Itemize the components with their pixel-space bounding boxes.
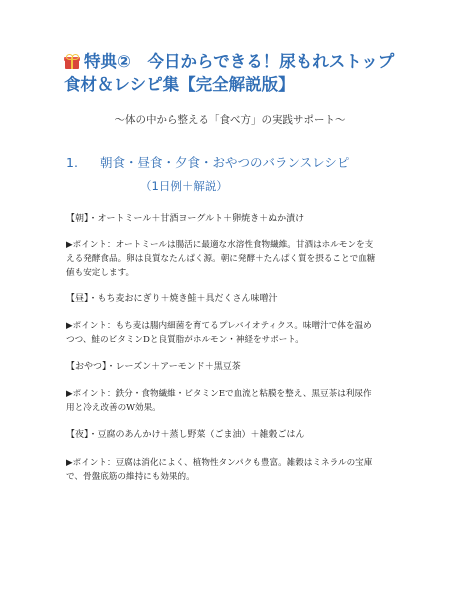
meal-menu: ・レーズン＋アーモンド＋黒豆茶: [106, 362, 241, 372]
meal-label: 【夜】: [66, 430, 89, 440]
document-title: [64, 50, 404, 96]
title-line-2: 食材＆レシピ集【完全解説版】: [64, 75, 295, 94]
point-line: 用と冷え改善のW効果。: [66, 403, 161, 413]
point-dinner: [66, 456, 396, 484]
meal-menu: ・もち麦おにぎり＋焼き鮭＋具だくさん味噌汁: [88, 294, 278, 304]
section-heading-text: 朝食・昼食・夕食・おやつのバランスレシピ: [100, 155, 350, 170]
subtitle: 〜体の中から整える「食べ方」の実践サポート〜: [114, 114, 346, 126]
section-number: 1.: [66, 155, 78, 170]
meal-label: 【朝】: [66, 214, 89, 224]
meal-dinner: [66, 427, 305, 440]
section-subheading: （1日例＋解説）: [140, 179, 228, 193]
meal-menu: ・豆腐のあんかけ＋蒸し野菜（ごま油）＋雑穀ごはん: [88, 430, 305, 440]
meal-lunch: [66, 291, 278, 304]
point-line: ▶ポイント：もち麦は腸内細菌を育てるプレバイオティクス。味噌汁で体を温め: [66, 321, 372, 331]
point-line: ▶ポイント：鉄分・食物繊維・ビタミンEで血流と粘膜を整え、黒豆茶は利尿作: [66, 389, 372, 399]
meal-menu: ・オートミール＋甘酒ヨーグルト＋卵焼き＋ぬか漬け: [88, 214, 305, 224]
meal-snack: [66, 359, 241, 372]
meal-label: 【昼】: [66, 294, 89, 304]
point-line: 値も安定します。: [66, 268, 135, 278]
point-lunch: [66, 319, 396, 347]
point-line: つつ、鮭のビタミンDと良質脂がホルモン・神経をサポート。: [66, 335, 304, 345]
point-line: える発酵食品。卵は良質なたんぱく源。朝に発酵＋たんぱく質を摂ることで血糖: [66, 254, 376, 264]
meal-label: 【おやつ】: [66, 362, 107, 372]
point-breakfast: [66, 238, 396, 280]
section-heading: [66, 153, 349, 171]
point-snack: [66, 387, 396, 415]
point-line: ▶ポイント：オートミールは腸活に最適な水溶性食物繊維。甘酒はホルモンを支: [66, 240, 374, 250]
title-line-1: 特典② 今日からできる！尿もれストップ: [84, 52, 395, 71]
point-line: ▶ポイント：豆腐は消化によく、植物性タンパクも豊富。雑穀はミネラルの宝庫: [66, 458, 373, 468]
gift-icon: [64, 54, 80, 69]
meal-breakfast: [66, 211, 304, 224]
point-line: で、骨盤底筋の維持にも効果的。: [66, 472, 195, 482]
